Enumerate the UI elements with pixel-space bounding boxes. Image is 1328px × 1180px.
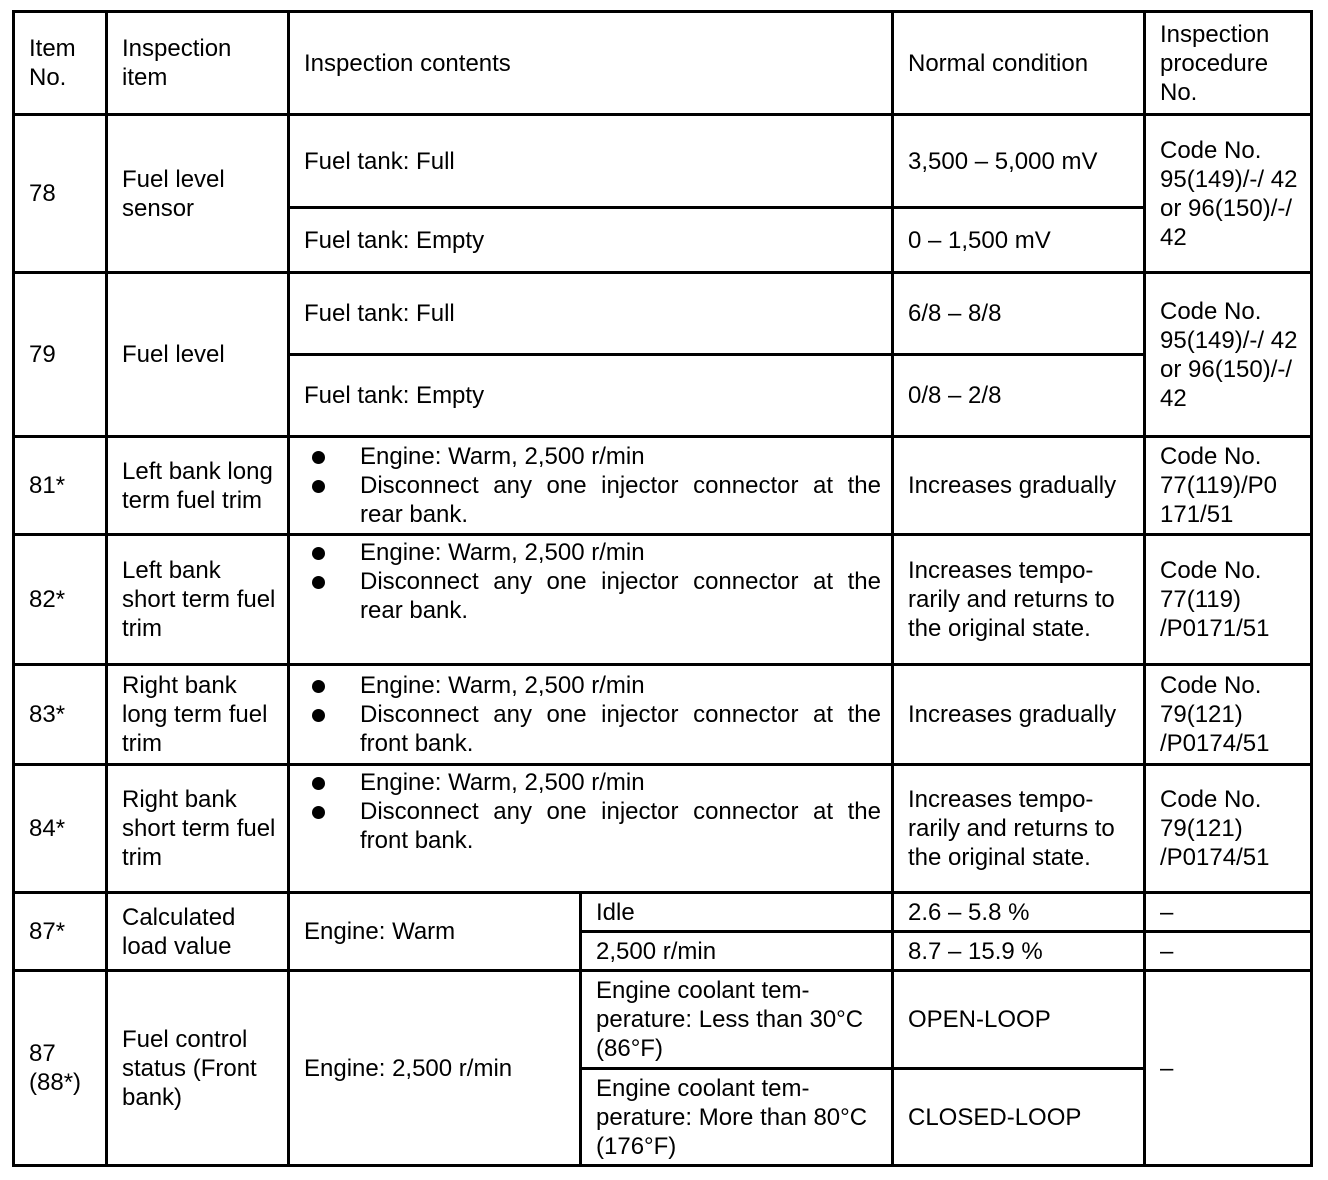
inspection-item: Right bank long term fuel trim bbox=[107, 665, 289, 765]
list-item bbox=[304, 567, 881, 625]
normal-condition: Increases tempo- rarily and returns to the original state. bbox=[893, 765, 1145, 893]
procedure-no: Code No. 79(121) /P0174/51 bbox=[1145, 665, 1312, 765]
inspection-item: Fuel level bbox=[107, 273, 289, 437]
inspection-contents bbox=[289, 665, 893, 765]
inspection-contents: Fuel tank: Empty bbox=[289, 355, 893, 437]
list-item bbox=[304, 671, 881, 700]
table-row bbox=[14, 765, 1312, 893]
sub-condition: 2,500 r/min bbox=[581, 932, 893, 971]
normal-condition: 2.6 – 5.8 % bbox=[893, 893, 1145, 932]
list-item bbox=[304, 797, 881, 855]
table-row bbox=[14, 273, 1312, 355]
normal-condition: OPEN-LOOP bbox=[893, 971, 1145, 1069]
inspection-contents bbox=[289, 437, 893, 535]
item-number: 83* bbox=[14, 665, 107, 765]
item-number: 87 (88*) bbox=[14, 971, 107, 1166]
procedure-no: Code No. 95(149)/-/ 42 or 96(150)/-/ 42 bbox=[1145, 115, 1312, 273]
bullet-text: Disconnect any one injector connector at the front bank. bbox=[360, 701, 881, 757]
sub-condition: Engine coolant tem- perature: More than 80°C (176°F) bbox=[581, 1069, 893, 1166]
bullet-list bbox=[304, 538, 881, 625]
header-row bbox=[14, 12, 1312, 115]
inspection-contents: Fuel tank: Full bbox=[289, 115, 893, 208]
normal-condition: 8.7 – 15.9 % bbox=[893, 932, 1145, 971]
bullet-text: Disconnect any one injector connector at the rear bank. bbox=[360, 472, 881, 528]
table-row bbox=[14, 437, 1312, 535]
normal-condition: CLOSED-LOOP bbox=[893, 1069, 1145, 1166]
normal-condition: 0/8 – 2/8 bbox=[893, 355, 1145, 437]
bullet-text: Engine: Warm, 2,500 r/min bbox=[360, 769, 645, 796]
bullet-text: Engine: Warm, 2,500 r/min bbox=[360, 539, 645, 566]
bullet-icon bbox=[312, 680, 325, 693]
header-inspection-contents: Inspection contents bbox=[289, 12, 893, 115]
bullet-text: Engine: Warm, 2,500 r/min bbox=[360, 443, 645, 470]
bullet-icon bbox=[312, 709, 325, 722]
bullet-icon bbox=[312, 480, 325, 493]
normal-condition: Increases tempo- rarily and returns to the original state. bbox=[893, 535, 1145, 665]
bullet-list bbox=[304, 671, 881, 758]
sub-condition: Engine coolant tem- perature: Less than 30°C (86°F) bbox=[581, 971, 893, 1069]
table-row bbox=[14, 971, 1312, 1069]
table-row bbox=[14, 115, 1312, 208]
table-row bbox=[14, 535, 1312, 665]
inspection-contents bbox=[289, 535, 893, 665]
normal-condition: Increases gradually bbox=[893, 665, 1145, 765]
normal-condition: Increases gradually bbox=[893, 437, 1145, 535]
bullet-icon bbox=[312, 777, 325, 790]
header-inspection-item: Inspection item bbox=[107, 12, 289, 115]
list-item bbox=[304, 700, 881, 758]
normal-condition: 6/8 – 8/8 bbox=[893, 273, 1145, 355]
inspection-contents: Fuel tank: Empty bbox=[289, 208, 893, 273]
procedure-no: Code No. 79(121) /P0174/51 bbox=[1145, 765, 1312, 893]
normal-condition: 0 – 1,500 mV bbox=[893, 208, 1145, 273]
sub-condition: Idle bbox=[581, 893, 893, 932]
inspection-item: Fuel control status (Front bank) bbox=[107, 971, 289, 1166]
bullet-icon bbox=[312, 547, 325, 560]
bullet-list bbox=[304, 442, 881, 529]
header-procedure-no: Inspection procedure No. bbox=[1145, 12, 1312, 115]
procedure-no: – bbox=[1145, 893, 1312, 932]
list-item bbox=[304, 442, 881, 471]
list-item bbox=[304, 538, 881, 567]
bullet-text: Engine: Warm, 2,500 r/min bbox=[360, 672, 645, 699]
inspection-contents: Engine: 2,500 r/min bbox=[289, 971, 581, 1166]
procedure-no: – bbox=[1145, 971, 1312, 1166]
item-number: 78 bbox=[14, 115, 107, 273]
item-number: 87* bbox=[14, 893, 107, 971]
inspection-contents: Engine: Warm bbox=[289, 893, 581, 971]
item-number: 79 bbox=[14, 273, 107, 437]
procedure-no: Code No. 77(119)/P0 171/51 bbox=[1145, 437, 1312, 535]
table-row bbox=[14, 893, 1312, 932]
bullet-list bbox=[304, 768, 881, 855]
bullet-text: Disconnect any one injector connector at the front bank. bbox=[360, 798, 881, 854]
header-normal-condition: Normal condition bbox=[893, 12, 1145, 115]
inspection-contents: Fuel tank: Full bbox=[289, 273, 893, 355]
normal-condition: 3,500 – 5,000 mV bbox=[893, 115, 1145, 208]
item-number: 84* bbox=[14, 765, 107, 893]
header-item-no: Item No. bbox=[14, 12, 107, 115]
list-item bbox=[304, 768, 881, 797]
bullet-icon bbox=[312, 576, 325, 589]
inspection-item: Fuel level sensor bbox=[107, 115, 289, 273]
inspection-item: Left bank short term fuel trim bbox=[107, 535, 289, 665]
item-number: 81* bbox=[14, 437, 107, 535]
bullet-text: Disconnect any one injector connector at the rear bank. bbox=[360, 568, 881, 624]
procedure-no: Code No. 77(119) /P0171/51 bbox=[1145, 535, 1312, 665]
procedure-no: – bbox=[1145, 932, 1312, 971]
table-row bbox=[14, 665, 1312, 765]
bullet-icon bbox=[312, 806, 325, 819]
inspection-contents bbox=[289, 765, 893, 893]
bullet-icon bbox=[312, 451, 325, 464]
list-item bbox=[304, 471, 881, 529]
inspection-item: Right bank short term fuel trim bbox=[107, 765, 289, 893]
inspection-item: Left bank long term fuel trim bbox=[107, 437, 289, 535]
inspection-table bbox=[12, 10, 1313, 1167]
procedure-no: Code No. 95(149)/-/ 42 or 96(150)/-/ 42 bbox=[1145, 273, 1312, 437]
inspection-item: Calculated load value bbox=[107, 893, 289, 971]
item-number: 82* bbox=[14, 535, 107, 665]
